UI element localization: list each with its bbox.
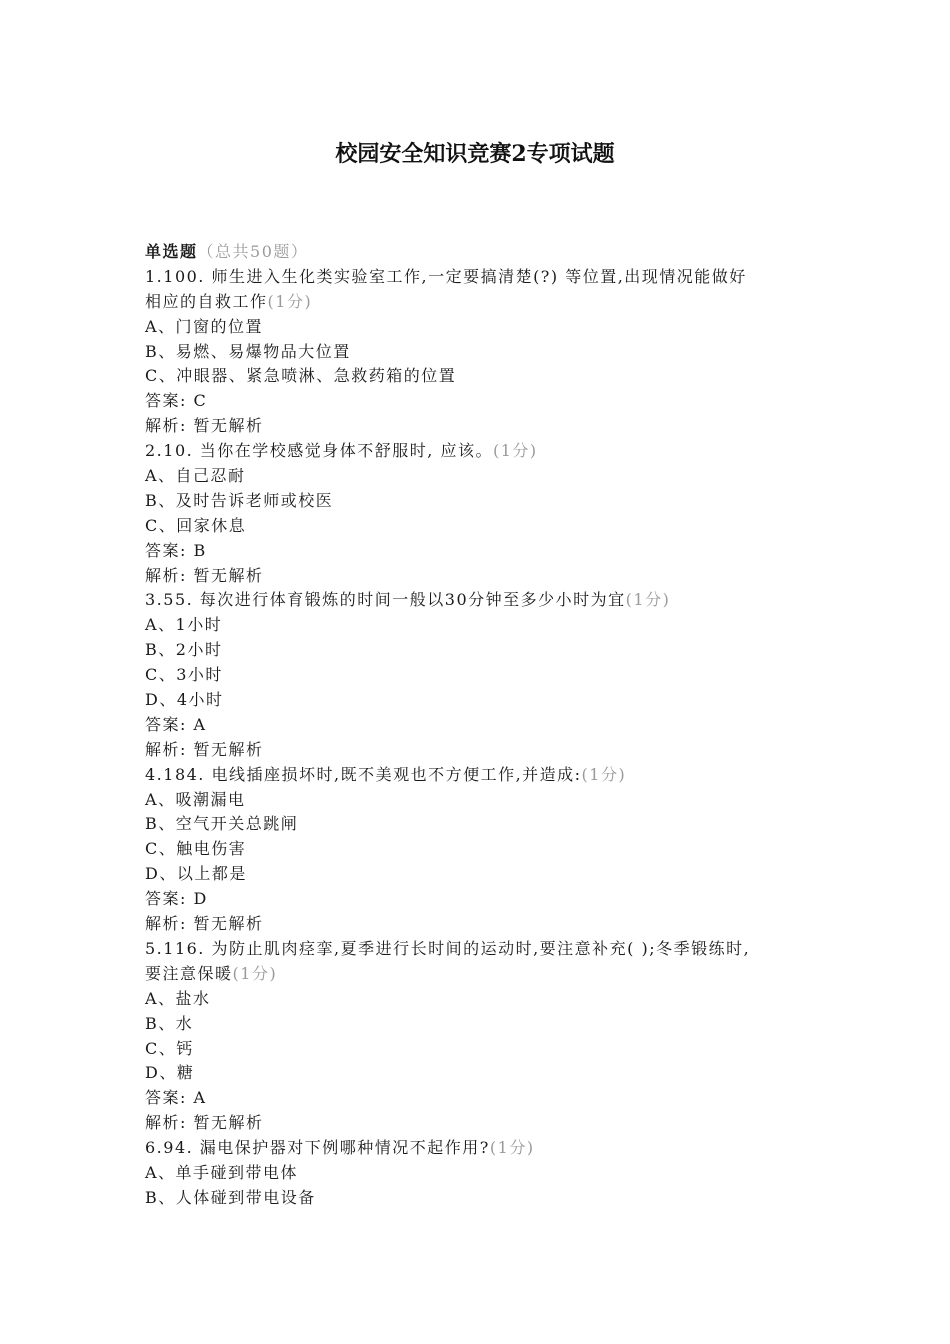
question-text (145, 265, 825, 290)
score-label: (1分) (581, 764, 627, 784)
document-title: 校园安全知识竞赛2专项试题 (335, 141, 615, 167)
analysis: 解析: 暂无解析 (145, 565, 264, 585)
question-text (145, 588, 825, 613)
score-label: (1分) (492, 441, 538, 461)
analysis: 解析: 暂无解析 (145, 914, 264, 934)
answer: 答案: B (145, 540, 207, 560)
option: B、人体碰到带电设备 (145, 1187, 316, 1207)
analysis: 解析: 暂无解析 (145, 1113, 264, 1133)
question-text (145, 1136, 825, 1161)
section-label: 单选题 (145, 242, 198, 261)
question-line: 1.100. 师生进入生化类实验室工作,一定要搞清楚(?) 等位置,出现情况能做好 (145, 266, 747, 286)
question-line: 4.184. 电线插座损坏时,既不美观也不方便工作,并造成: (145, 764, 582, 784)
question-line: 5.116. 为防止肌肉痉挛,夏季进行长时间的运动时,要注意补充( );冬季锻练时, (145, 938, 751, 958)
option: C、冲眼器、紧急喷淋、急救药箱的位置 (145, 366, 457, 386)
answer: 答案: D (145, 889, 208, 909)
option: B、空气开关总跳闸 (145, 814, 299, 834)
answer: 答案: C (145, 391, 208, 411)
question-list (145, 240, 825, 1211)
option: A、门窗的位置 (145, 316, 264, 336)
option: C、触电伤害 (145, 839, 247, 859)
option: D、4小时 (145, 690, 224, 710)
section-count: （总共50题） (197, 242, 309, 261)
question-line: 要注意保暖 (145, 963, 233, 983)
option: A、单手碰到带电体 (145, 1162, 299, 1182)
option: B、2小时 (145, 640, 223, 660)
analysis: 解析: 暂无解析 (145, 416, 264, 436)
question-line: 3.55. 每次进行体育锻炼的时间一般以30分钟至多少小时为宜 (145, 590, 626, 610)
option: B、水 (145, 1013, 194, 1033)
question-text (145, 763, 825, 788)
answer: 答案: A (145, 1088, 207, 1108)
option: A、1小时 (145, 615, 223, 635)
score-label: (1分) (267, 291, 313, 311)
section-heading (145, 240, 825, 265)
option: D、以上都是 (145, 864, 247, 884)
question-text (145, 290, 825, 315)
option: A、自己忍耐 (145, 466, 246, 486)
option: B、及时告诉老师或校医 (145, 490, 334, 510)
question-line: 2.10. 当你在学校感觉身体不舒服时, 应该。 (145, 441, 493, 461)
analysis: 解析: 暂无解析 (145, 739, 264, 759)
question-line: 相应的自救工作 (145, 291, 268, 311)
question-text (145, 439, 825, 464)
answer: 答案: A (145, 714, 207, 734)
score-label: (1分) (489, 1138, 535, 1158)
option: B、易燃、易爆物品大位置 (145, 341, 351, 361)
question-text (145, 937, 825, 962)
option: C、回家休息 (145, 515, 247, 535)
question-text (145, 962, 825, 987)
option: C、3小时 (145, 665, 223, 685)
score-label: (1分) (232, 963, 278, 983)
question-line: 6.94. 漏电保护器对下例哪种情况不起作用? (145, 1138, 490, 1158)
option: A、吸潮漏电 (145, 789, 246, 809)
option: A、盐水 (145, 988, 211, 1008)
option: D、糖 (145, 1063, 195, 1083)
score-label: (1分) (625, 590, 671, 610)
option: C、钙 (145, 1038, 194, 1058)
